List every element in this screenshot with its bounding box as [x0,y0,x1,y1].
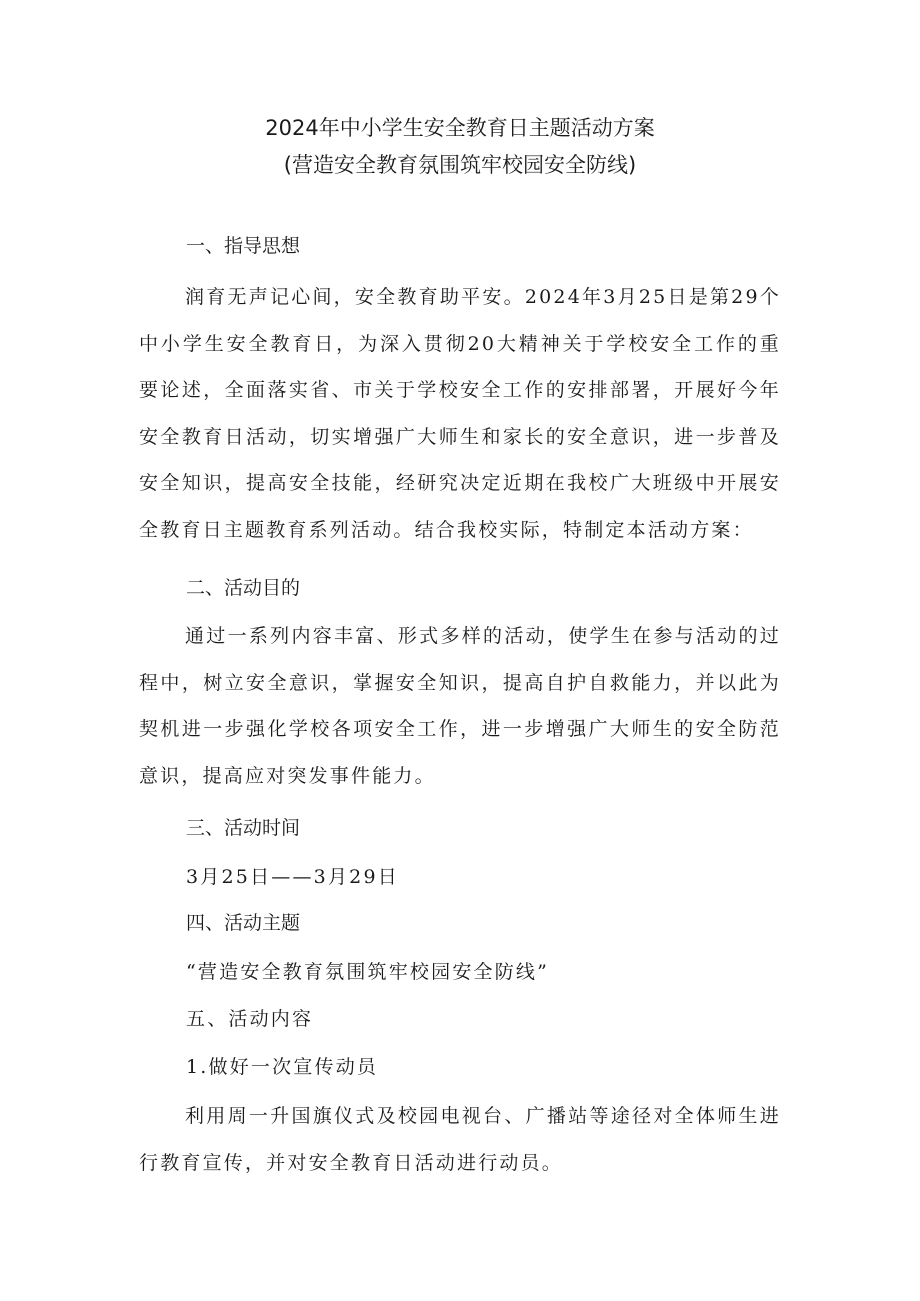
content-item-1-paragraph: 利用周一升国旗仪式及校园电视台、广播站等途径对全体师生进行教育宣传，并对安全教育日活动进行动员。 [139,1105,781,1174]
content-item-1: 1.做好一次宣传动员 [186,1056,379,1078]
section-heading-theme: 四、活动主题 [186,912,301,934]
section-heading-guiding-thought: 一、指导思想 [186,235,301,257]
activity-time-text: 3月25日——3月29日 [186,866,399,888]
activity-theme-text: “营造安全教育氛围筑牢校园安全防线” [186,961,550,983]
section-paragraph-purpose: 通过一系列内容丰富、形式多样的活动，使学生在参与活动的过程中，树立安全意识，掌握安全知识，提高自护自救能力，并以此为契机进一步强化学校各项安全工作，进一步增强广大师生的安全防范意识，提高应对突发事件能力。 [139,625,781,787]
section-heading-content: 五、活动内容 [186,1008,314,1030]
section-paragraph-guiding-thought: 润育无声记心间，安全教育助平安。2024年3月25日是第29个中小学生安全教育日，为深入贯彻20大精神关于学校安全工作的重要论述，全面落实省、市关于学校安全工作的安排部署，开展好今年安全教育日活动，切实增强广大师生和家长的安全意识，进一步普及安全知识，提高安全技能，经研究决定近期在我校广大班级中开展安全教育日主题教育系列活动。结合我校实际，特制定本活动方案： [139,286,781,541]
section-heading-time: 三、活动时间 [186,817,301,839]
document-title: 2024年中小学生安全教育日主题活动方案 [265,116,655,140]
document-subtitle: (营造安全教育氛围筑牢校园安全防线) [283,153,637,177]
section-heading-purpose: 二、活动目的 [186,577,301,599]
